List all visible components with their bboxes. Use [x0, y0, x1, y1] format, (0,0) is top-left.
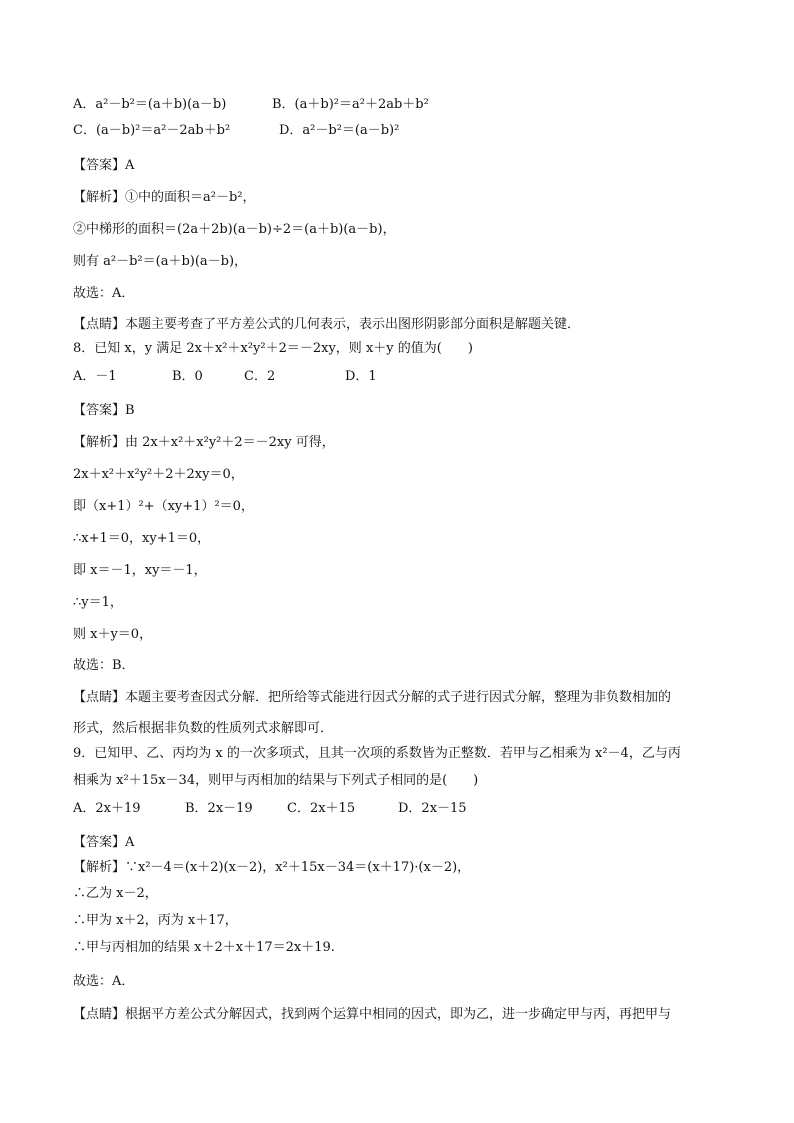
q8-analysis-line-4: ∴x+1＝0，xy+1＝0，: [73, 531, 211, 546]
q7-analysis-line-2: ②中梯形的面积＝(2a＋2b)(a－b)÷2＝(a＋b)(a－b)，: [73, 222, 396, 237]
q9-option-b: B．2x－19: [185, 801, 253, 816]
q8-question: 8．已知 x，y 满足 2x＋x²＋x²y²＋2＝－2xy，则 x＋y 的值为( ): [73, 341, 473, 356]
q7-analysis-line-3: 则有 a²－b²＝(a＋b)(a－b)，: [73, 254, 248, 269]
q8-analysis-line-5: 即 x＝－1，xy＝－1，: [73, 563, 207, 578]
q7-option-c: C．(a－b)²＝a²－2ab＋b²: [73, 123, 231, 138]
q8-option-c: C．2: [244, 369, 276, 384]
q9-option-a: A．2x＋19: [73, 801, 141, 816]
q9-comment-line-1: 【点睛】根据平方差公式分解因式，找到两个运算中相同的因式，即为乙，进一步确定甲与丙，再把甲与: [73, 1007, 672, 1022]
q9-option-d: D．2x－15: [398, 801, 467, 816]
q9-choose: 故选：A．: [73, 974, 135, 989]
q9-analysis-line-3: ∴甲为 x＋2，丙为 x＋17，: [73, 913, 238, 928]
q7-answer: 【答案】A: [73, 158, 135, 173]
q9-question-line-1: 9．已知甲、乙、丙均为 x 的一次多项式，且其一次项的系数皆为正整数．若甲与乙相乘为 x²－4，乙与丙: [73, 746, 681, 761]
q8-analysis-line-3: 即（x+1）²+（xy+1）²＝0，: [73, 499, 254, 514]
q7-option-b: B．(a＋b)²＝a²＋2ab＋b²: [272, 97, 429, 112]
q7-analysis-line-1: 【解析】①中的面积＝a²－b²，: [73, 190, 256, 205]
q9-analysis-line-1: 【解析】∵x²－4＝(x＋2)(x－2)，x²＋15x－34＝(x＋17)·(x－2)，: [73, 860, 471, 875]
q9-analysis-line-2: ∴乙为 x－2，: [73, 886, 158, 901]
q7-option-a: A．a²－b²＝(a＋b)(a－b): [73, 97, 227, 112]
q8-choose: 故选：B．: [73, 658, 135, 673]
q9-answer: 【答案】A: [73, 835, 135, 850]
q7-choose: 故选：A．: [73, 286, 135, 301]
q8-analysis-line-2: 2x＋x²＋x²y²＋2＋2xy＝0，: [73, 467, 244, 482]
q8-option-d: D．1: [345, 369, 377, 384]
q8-analysis-line-6: ∴y＝1，: [73, 595, 123, 610]
q7-option-d: D．a²－b²＝(a－b)²: [279, 123, 400, 138]
q9-question-line-2: 相乘为 x²＋15x－34，则甲与丙相加的结果与下列式子相同的是( ): [73, 773, 479, 788]
q8-analysis-line-7: 则 x＋y＝0，: [73, 627, 153, 642]
q8-option-b: B．0: [172, 369, 203, 384]
q8-comment-line-2: 形式，然后根据非负数的性质列式求解即可．: [73, 721, 334, 736]
q9-analysis-line-4: ∴甲与丙相加的结果 x＋2＋x＋17＝2x＋19.: [73, 940, 335, 955]
q8-analysis-line-1: 【解析】由 2x＋x²＋x²y²＋2＝－2xy 可得，: [73, 435, 335, 450]
q9-option-c: C．2x＋15: [287, 801, 356, 816]
q8-comment-line-1: 【点睛】本题主要考查因式分解．把所给等式能进行因式分解的式子进行因式分解，整理为非负数相加的: [73, 690, 672, 705]
q7-comment: 【点睛】本题主要考查了平方差公式的几何表示，表示出图形阴影部分面积是解题关键．: [73, 317, 581, 332]
q8-answer: 【答案】B: [73, 403, 135, 418]
q8-option-a: A．－1: [73, 369, 117, 384]
